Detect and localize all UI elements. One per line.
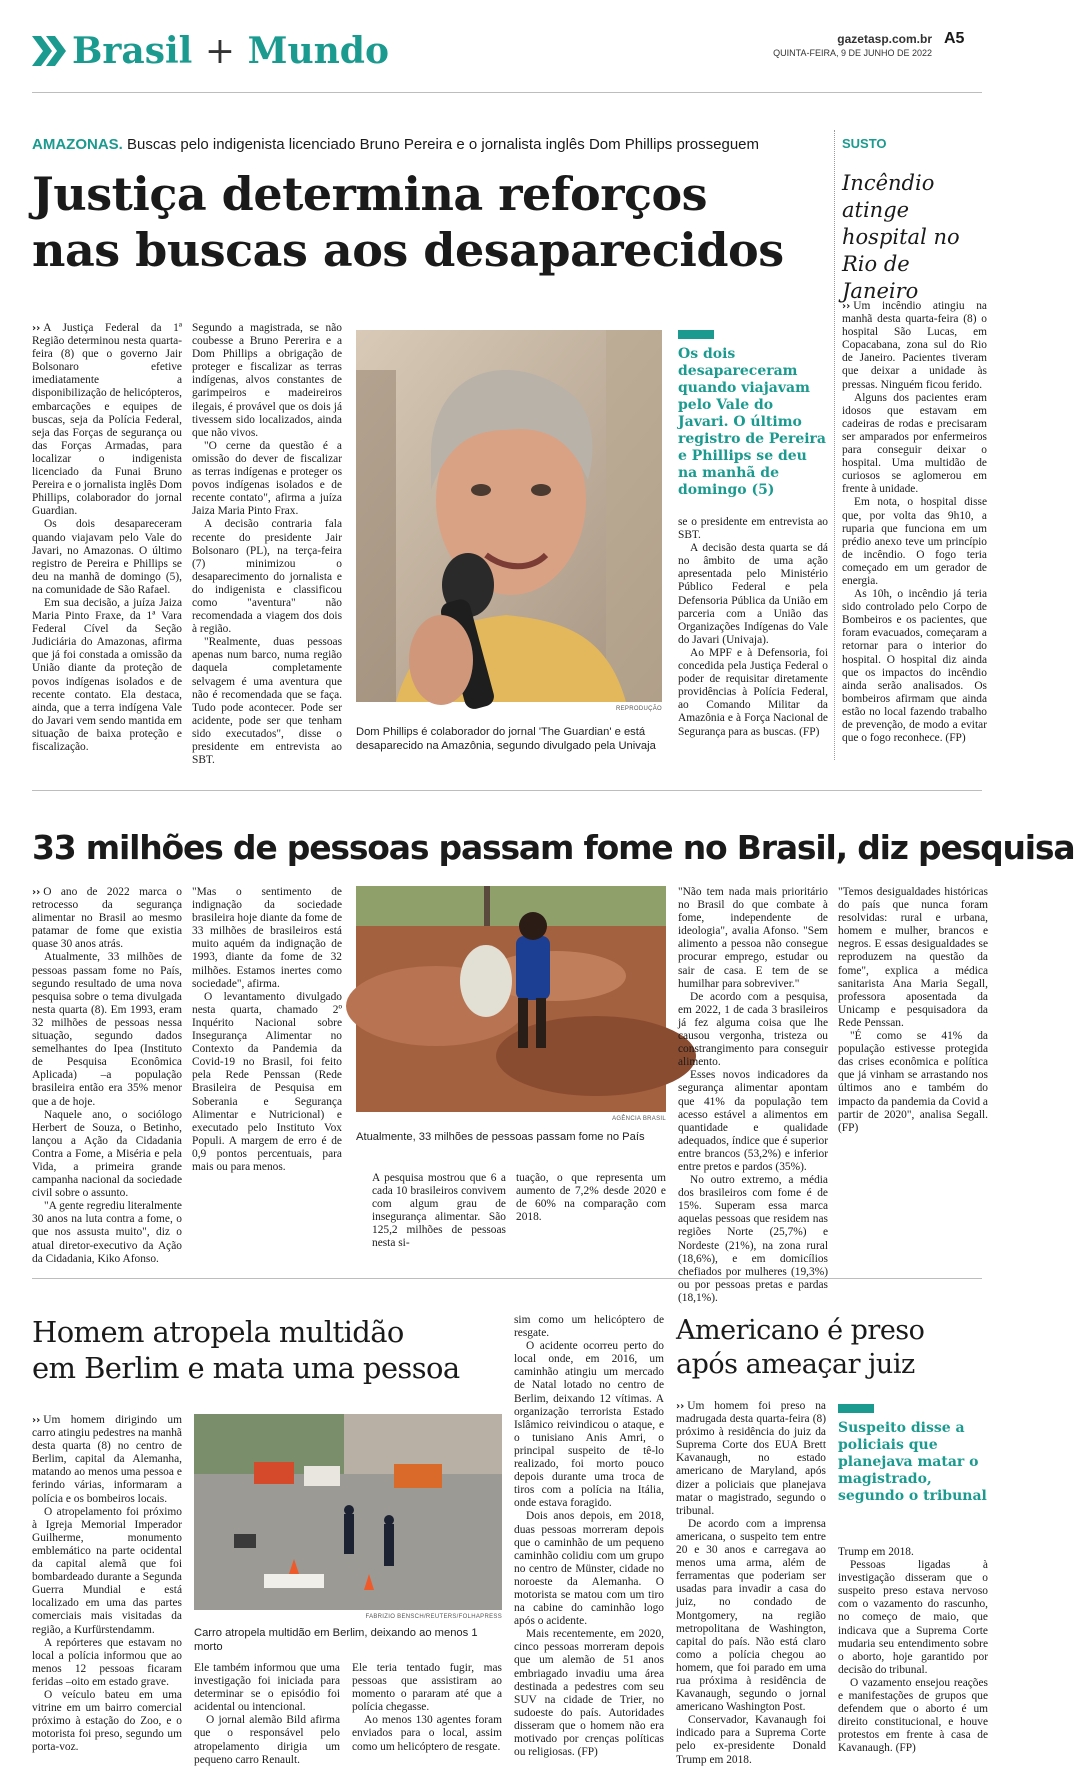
- story3-col2b-p2: O jornal alemão Bild afirma que o responsável pelo atropelamento dirigia um pequeno carro Renault.: [194, 1714, 340, 1766]
- story1-photo-caption: Dom Phillips é colaborador do jornal 'The Guardian' e está desaparecido na Amazônia, segundo divulgado pela Univaja: [356, 726, 656, 752]
- section-plus: +: [204, 31, 236, 72]
- story1-col3-p2: A decisão desta quarta se dá no âmbito de uma ação apresentada pelo Ministério Público Federal e pela Defensoria Pública da União em parceria com a União das Organizações Indígenas do Vale do Javari (Univaja).: [678, 542, 828, 646]
- story3-col1: [32, 1414, 182, 1772]
- story4-pull-bar: [838, 1404, 874, 1413]
- story2-photo-credit: AGÊNCIA BRASIL: [612, 1116, 666, 1122]
- story3-col4-p4: Mais recentemente, em 2020, cinco pessoas morreram depois que um alemão de 51 anos embriagado invadiu uma área destinada a pedestres com seu SUV na cidade de Trier, no sudoeste do país. Autoridades disseram que o homem não era motivado por crenças políticas ou religiosas. (FP): [514, 1628, 664, 1759]
- sidebar-chevron-icon: ››: [842, 301, 851, 312]
- story2-col3: [678, 886, 828, 1304]
- story3-photo-caption: Carro atropela multidão em Berlim, deixando ao menos 1 morto: [194, 1627, 478, 1653]
- story1-col1-p1: A Justiça Federal da 1ª Região determinou nesta quarta-feira (8) que o governo Jair Bolsonaro efetive imediatamente a disponibilização de helicópteros, embarcações e equipes de buscas, seja da Polícia Federal, seja das Forças de segurança ou das Forças Armadas, para localizar o indigenista licenciado da Funai Bruno Pereira e o jornalista inglês Dom Phillips, colaborador do jornal Guardian.: [32, 322, 182, 518]
- story2-col1-p1: O ano de 2022 marca o retrocesso da segurança alimentar no Brasil ao mesmo patamar de fome que existia quase 30 anos atrás.: [32, 886, 182, 951]
- story4-col1-p3: Conservador, Kavanaugh foi indicado para a Suprema Corte pelo ex-presidente Donald Trump em 2018.: [676, 1714, 826, 1766]
- story3-col4-p1: sim como um helicóptero de resgate.: [514, 1314, 664, 1340]
- story1-col2-p1: Segundo a magistrada, se não coubesse a Bruno Pererira e a Dom Phillips a obrigação de proteger e fiscalizar as terras indígenas, alvos constantes de garimpeiros e madeireiros ilegais, é provável que os dois já tivessem sido localizados, ainda que não vivos.: [192, 322, 342, 439]
- story1-col2: [192, 322, 342, 767]
- lead-chevron-icon: ››: [32, 323, 41, 334]
- story2-col5: [838, 886, 988, 1236]
- story2-col1-p4: "A gente regrediu literalmente 30 anos na luta contra a fome, o que nos assusta muito", diz o atual diretor-executivo da Ação da Cidadania, Kiko Afonso.: [32, 1200, 182, 1265]
- story2-col4-p2: Esses novos indicadores da segurança alimentar apontam que 41% da população tem acesso estável a alimentos em quantidade e qualidade adequados, índice que é superior entre brancos (53,2%) e inferior entre pretos e pardos (35%).: [678, 1069, 828, 1173]
- story2-col2b-p1: A pesquisa mostrou que 6 a cada 10 brasileiros convivem com algum grau de insegurança alimentar. São 125,2 milhões de pessoas nesta si-: [372, 1172, 506, 1250]
- story1-col3-p3: Ao MPF e à Defensoria, foi concedida pela Justiça Federal o poder de requisitar diretamente providências à Polícia Federal, ao Comando Militar da Amazônia e à Força Nacional de Segurança para as buscas. (FP): [678, 646, 828, 738]
- story1-pull-quote: Os dois desapareceram quando viajavam pelo Vale do Javari. O último registro de Pereira e Phillips se deu na manhã de domingo (5): [678, 346, 827, 498]
- sidebar-body: [842, 300, 987, 758]
- masthead-rule: [32, 92, 982, 93]
- sidebar-headline: Incêndio atinge hospital no Rio de Janeiro: [842, 171, 960, 303]
- story3-col3b-p2: Ao menos 130 agentes foram enviados para o local, assim como um helicóptero de resgate.: [352, 1714, 502, 1753]
- story4-col1-p2: De acordo com a imprensa americana, o suspeito tem entre 20 e 30 anos e carregava ao menos uma arma, além de ferramentas que poderiam ser usadas para invadir a casa do juiz, no condado de Montgomery, na região metropolitana de Washington, capital do país. Não está claro como a polícia chegou ao homem, que foi parado em uma rua próxima à residência de Kavanaugh, segundo o jornal americano Washington Post.: [676, 1517, 826, 1714]
- story4-col1-p1: Um homem foi preso na madrugada desta quarta-feira (8) próximo à residência do juiz da Suprema Corte dos EUA Brett Kavanaugh, no estado americano de Maryland, após dizer a policiais que planejava matar o magistrado, segundo o tribunal.: [676, 1400, 826, 1517]
- section-rule-1: [32, 790, 982, 791]
- story2-col2-p2: O levantamento divulgado nesta quarta, chamado 2º Inquérito Nacional sobre Insegurança Alimentar no Contexto da Pandemia da Covid-19 no Brasil, foi feito pela Rede Penssan (Rede Brasileira de Pesquisa em Soberania e Segurança Alimentar e Nutricional) e executado pelo Instituto Vox Populi. A margem de erro é de 0,9 pontos percentuais, para mais ou para menos.: [192, 990, 342, 1173]
- story3-col2b-p1: Ele também informou que uma investigação foi iniciada para determinar se o episódio foi acidental ou intencional.: [194, 1662, 340, 1714]
- story2-headline: 33 milhões de pessoas passam fome no Brasil, diz pesquisa: [32, 828, 1074, 867]
- story2-col2: [192, 886, 342, 1236]
- story2-chevron-icon: ››: [32, 887, 41, 898]
- story4-headline-line1: Americano é preso: [676, 1315, 925, 1346]
- page-number: A5: [944, 30, 965, 47]
- story2-col1: [32, 886, 182, 1265]
- sidebar-p3: Em nota, o hospital disse que, por volta das 9h10, a ruparia que funciona em um prédio anexo teve um princípio de incêndio. O fogo teria começado em um gerador de energia.: [842, 496, 987, 587]
- story1-col3: [678, 516, 828, 754]
- story2-col4-p3: No outro extremo, a média dos brasileiros com fome é de 15%. Superam essa marca aquelas pessoas que residem nas regiões Norte (25,7%) e Nordeste (21%), na zona rural (18,6%), e em domicílios chefiados por mulheres (19,3%) ou por pessoas pretas e pardas (18,1%).: [678, 1174, 828, 1304]
- story4-pull-quote: Suspeito disse a policiais que planejava matar o magistrado, segundo o tribunal: [838, 1420, 987, 1504]
- story4-col2-p2: Pessoas ligadas à investigação disseram que o suspeito preso estava nervoso com o vazamento do rascunho, no começo de maio, que indicava que a Suprema Corte mudaria seu entendimento sobre o aborto, hoje garantido por decisão do tribunal.: [838, 1559, 988, 1676]
- story4-col2-p3: O vazamento ensejou reações e manifestações de grupos que defendem que o aborto é um direito constitucional, e houve protestos em frente à casa de Kavanaugh. (FP): [838, 1676, 988, 1755]
- story1-kicker: AMAZONAS.: [32, 136, 123, 153]
- section-name-left: Brasil: [72, 30, 193, 72]
- story3-col2b: [194, 1662, 340, 1772]
- story4-chevron-icon: ››: [676, 1401, 685, 1412]
- story1-col1: [32, 322, 182, 752]
- sidebar-kicker: SUSTO: [842, 136, 887, 151]
- story2-col2b: [372, 1172, 506, 1250]
- story3-col4-p2: O acidente ocorreu perto do local onde, em 2016, um caminhão atingiu um mercado de Natal lotado no centro de Berlim, deixando 12 vítimas. A organização terrorista Estado Islâmico reivindicou o ataque, e o tunisiano Anis Amri, o principal suspeito de tê-lo realizado, foi morto pouco depois durante uma troca de tiros com a polícia na Itália, onde estava foragido.: [514, 1340, 664, 1510]
- story1-photo-credit: REPRODUÇÃO: [615, 706, 662, 712]
- story3-headline-line1: Homem atropela multidão: [32, 1315, 404, 1349]
- story1-col2-p4: "Realmente, duas pessoas apenas num barco, numa região daquela completamente selvagem é uma aventura que não é recomendada que se faça. Tudo pode acontecer. Pode ser acidente, pode ser que tenham sido executados", disse o presidente em entrevista ao SBT.: [192, 636, 342, 767]
- story2-col1-p2: Atualmente, 33 milhões de pessoas passam fome no País, segundo resultado de uma nova pesquisa sobre o tema divulgada nesta quarta (8). Em 1993, eram 32 milhões de pessoas nessa situação, segundo dados semelhantes do Ipea (Instituto de Pesquisa Econômica Aplicada) –a população brasileira então era 35% menor que a de hoje.: [32, 951, 182, 1108]
- story2-col3b: [516, 1172, 666, 1240]
- story1-headline: [32, 166, 832, 278]
- story1-headline-line2: nas buscas aos desaparecidos: [32, 223, 784, 277]
- story1-col2-p2: "O cerne da questão é a omissão do dever de fiscalizar as terras indígenas e proteger os povos indígenas isolados e de recente contato", afirma a juíza Jaiza Maria Pinto Frax.: [192, 439, 342, 518]
- story1-col3-p1: se o presidente em entrevista ao SBT.: [678, 516, 828, 542]
- story2-col1-p3: Naquele ano, o sociólogo Herbert de Souza, o Betinho, lançou a Ação da Cidadania Contra a Fome, a Miséria e pela Vida, a primeira grande campanha nacional da sociedade civil sobre o assunto.: [32, 1108, 182, 1200]
- story2-col3b-p2: "Não tem nada mais prioritário no Brasil do que combate à fome, independente de ideologia", avalia Afonso. "Sem alimento a pessoa não consegue procurar emprego, estudar ou sair de casa. E tem de se humilhar para sobreviver.": [678, 886, 828, 990]
- story4-col2: [838, 1546, 988, 1772]
- story1-col2-p3: A decisão contraria fala recente do presidente Jair Bolsonaro (PL), na terça-feira (7) minimizou o desaparecimento do jornalista e do indigenista e classificou como "aventura" não recomendada a viagem dos dois à região.: [192, 518, 342, 636]
- story3-photo-credit: FABRIZIO BENSCH/REUTERS/FOLHAPRESS: [365, 1614, 502, 1620]
- sidebar-divider: [834, 130, 835, 760]
- section-name-right: Mundo: [247, 30, 389, 72]
- story2-col5-p2: "É como se 41% da população estivesse protegida das crises econômica e política que já vinham se arrastando nos últimos ano e também do impacto da pandemia da Covid a partir de 2020", analisa Segall. (FP): [838, 1030, 988, 1134]
- story3-chevron-icon: ››: [32, 1415, 41, 1426]
- story2-col3b-p1: tuação, o que representa um aumento de 7,2% desde 2020 e de 60% na comparação com 2018.: [516, 1172, 666, 1224]
- story1-pull-bar: [678, 330, 714, 339]
- story4-col1: [676, 1400, 826, 1772]
- sidebar-p4: As 10h, o incêndio já teria sido controlado pelo Corpo de Bombeiros e os pacientes, que foram evacuados, começaram a retornar para o interior do hospital. O hospital diz ainda que os impactos do incêndio ainda serão analisados. Os bombeiros afirmam que ainda estão no local fazendo trabalho de prevenção, de modo a evitar que o fogo reconhece. (FP): [842, 588, 987, 745]
- story3-col1-p2: O atropelamento foi próximo à Igreja Memorial Imperador Guilherme, monumento emblemático na parte ocidental da capital alemã que foi bombardeado durante a Segunda Guerra Mundial e está localizado em uma das partes comerciais mais visitadas da região, a Kurfürstendamm.: [32, 1505, 182, 1636]
- story3-col4: [514, 1314, 664, 1770]
- story3-col1-p4: O veículo bateu em uma vitrine em um bairro comercial próximo à estação do Zoo, e o motorista foi preso, segundo um porta-voz.: [32, 1688, 182, 1754]
- issue-date: QUINTA-FEIRA, 9 DE JUNHO DE 2022: [773, 48, 932, 58]
- story4-headline-line2: após ameaçar juiz: [676, 1349, 915, 1380]
- sidebar-p2: Alguns dos pacientes eram idosos que estavam em cadeiras de rodas e precisaram ser amparados por enfermeiros para conseguir deixar o hospital. Uma multidão de curiosos se aglomerou em frente à unidade.: [842, 391, 987, 496]
- story3-col1-p3: A repórteres que estavam no local a polícia informou que ao menos 12 pessoas ficaram feridas –oito em estado grave.: [32, 1636, 182, 1688]
- double-chevron-icon: [32, 36, 68, 70]
- story2-col2-p1: "Mas o sentimento de indignação da sociedade brasileira hoje diante da fome de 33 milhões de brasileiros está muito aquém da indignação de 1993, diante da fome de 32 milhões. Estamos inertes como sociedade", afirma.: [192, 886, 342, 990]
- story4-headline: [676, 1314, 988, 1382]
- story3-headline: [32, 1314, 512, 1386]
- story1-col1-p2: Os dois desapareceram quando viajavam pelo Vale do Javari, no Amazonas. O último registro de Pereira e Phillips se deu na manhã de domingo (5), na comunidade de São Rafael.: [32, 518, 182, 596]
- story2-photo: [356, 886, 666, 1112]
- story1-col1-p3: Em sua decisão, a juíza Jaiza Maria Pinto Fraxe, da 1ª Vara Federal Cível da Seção Judiciária do Amazonas, afirma que já foi constada a omissão da União diante da proteção de povos indígenas isolados e de recente contato. Ela destaca, ainda, que a terra indígena Vale do Javari vem sendo mantida em situação de baixa proteção e fiscalização.: [32, 596, 182, 753]
- story2-photo-caption: Atualmente, 33 milhões de pessoas passam fome no País: [356, 1131, 645, 1143]
- masthead: [32, 30, 982, 76]
- story3-headline-line2: em Berlim e mata uma pessoa: [32, 1351, 460, 1385]
- story2-col5-p1: "Temos desigualdades históricas do país que nunca foram resolvidas: rural e urbana, homem e mulher, brancos e negros. E essas desigualdades se reproduzem na questão da fome", explica a médica sanitarista Ana Maria Segall, professora aposentada da Unicamp e pesquisadora da Rede Penssan.: [838, 886, 988, 1029]
- section-rule-2: [32, 1278, 982, 1279]
- story4-col2-p1: Trump em 2018.: [838, 1546, 914, 1558]
- story2-col4-p1: De acordo com a pesquisa, em 2022, 1 de cada 3 brasileiros já fez alguma coisa que lhe causou vergonha, tristeza ou constrangimento para conseguir alimento.: [678, 990, 828, 1069]
- story3-col3b-p1: Ele teria tentado fugir, mas pessoas que assistiram ao momento o pararam até que a polícia chegasse.: [352, 1662, 502, 1714]
- story1-deck: [32, 136, 822, 153]
- story1-headline-line1: Justiça determina reforços: [32, 167, 708, 221]
- story1-deck-text: Buscas pelo indigenista licenciado Bruno Pereira e o jornalista inglês Dom Phillips prosseguem: [127, 136, 760, 153]
- site-url: gazetasp.com.br: [837, 32, 932, 46]
- story3-col3b: [352, 1662, 502, 1772]
- story1-photo: [356, 330, 662, 702]
- story3-col1-p1: Um homem dirigindo um carro atingiu pedestres na manhã desta quarta (8) no centro de Berlim, capital da Alemanha, matando ao menos uma pessoa e ferindo várias, informaram a polícia e os bombeiros locais.: [32, 1414, 182, 1505]
- sidebar-p1: Um incêndio atingiu na manhã desta quarta-feira (8) o hospital São Lucas, em Copacabana, zona sul do Rio de Janeiro. Pacientes tiveram que deixar a unidade às pressas. Ninguém ficou ferido.: [842, 300, 987, 391]
- story3-col4-p3: Dois anos depois, em 2018, duas pessoas morreram depois que o caminhão de um pequeno caminhão colidiu com um grupo no centro de Münster, cidade no noroeste da Alemanha. O motorista se matou com um tiro na cabine do caminhão logo após o acidente.: [514, 1510, 664, 1628]
- story3-photo: [194, 1414, 502, 1610]
